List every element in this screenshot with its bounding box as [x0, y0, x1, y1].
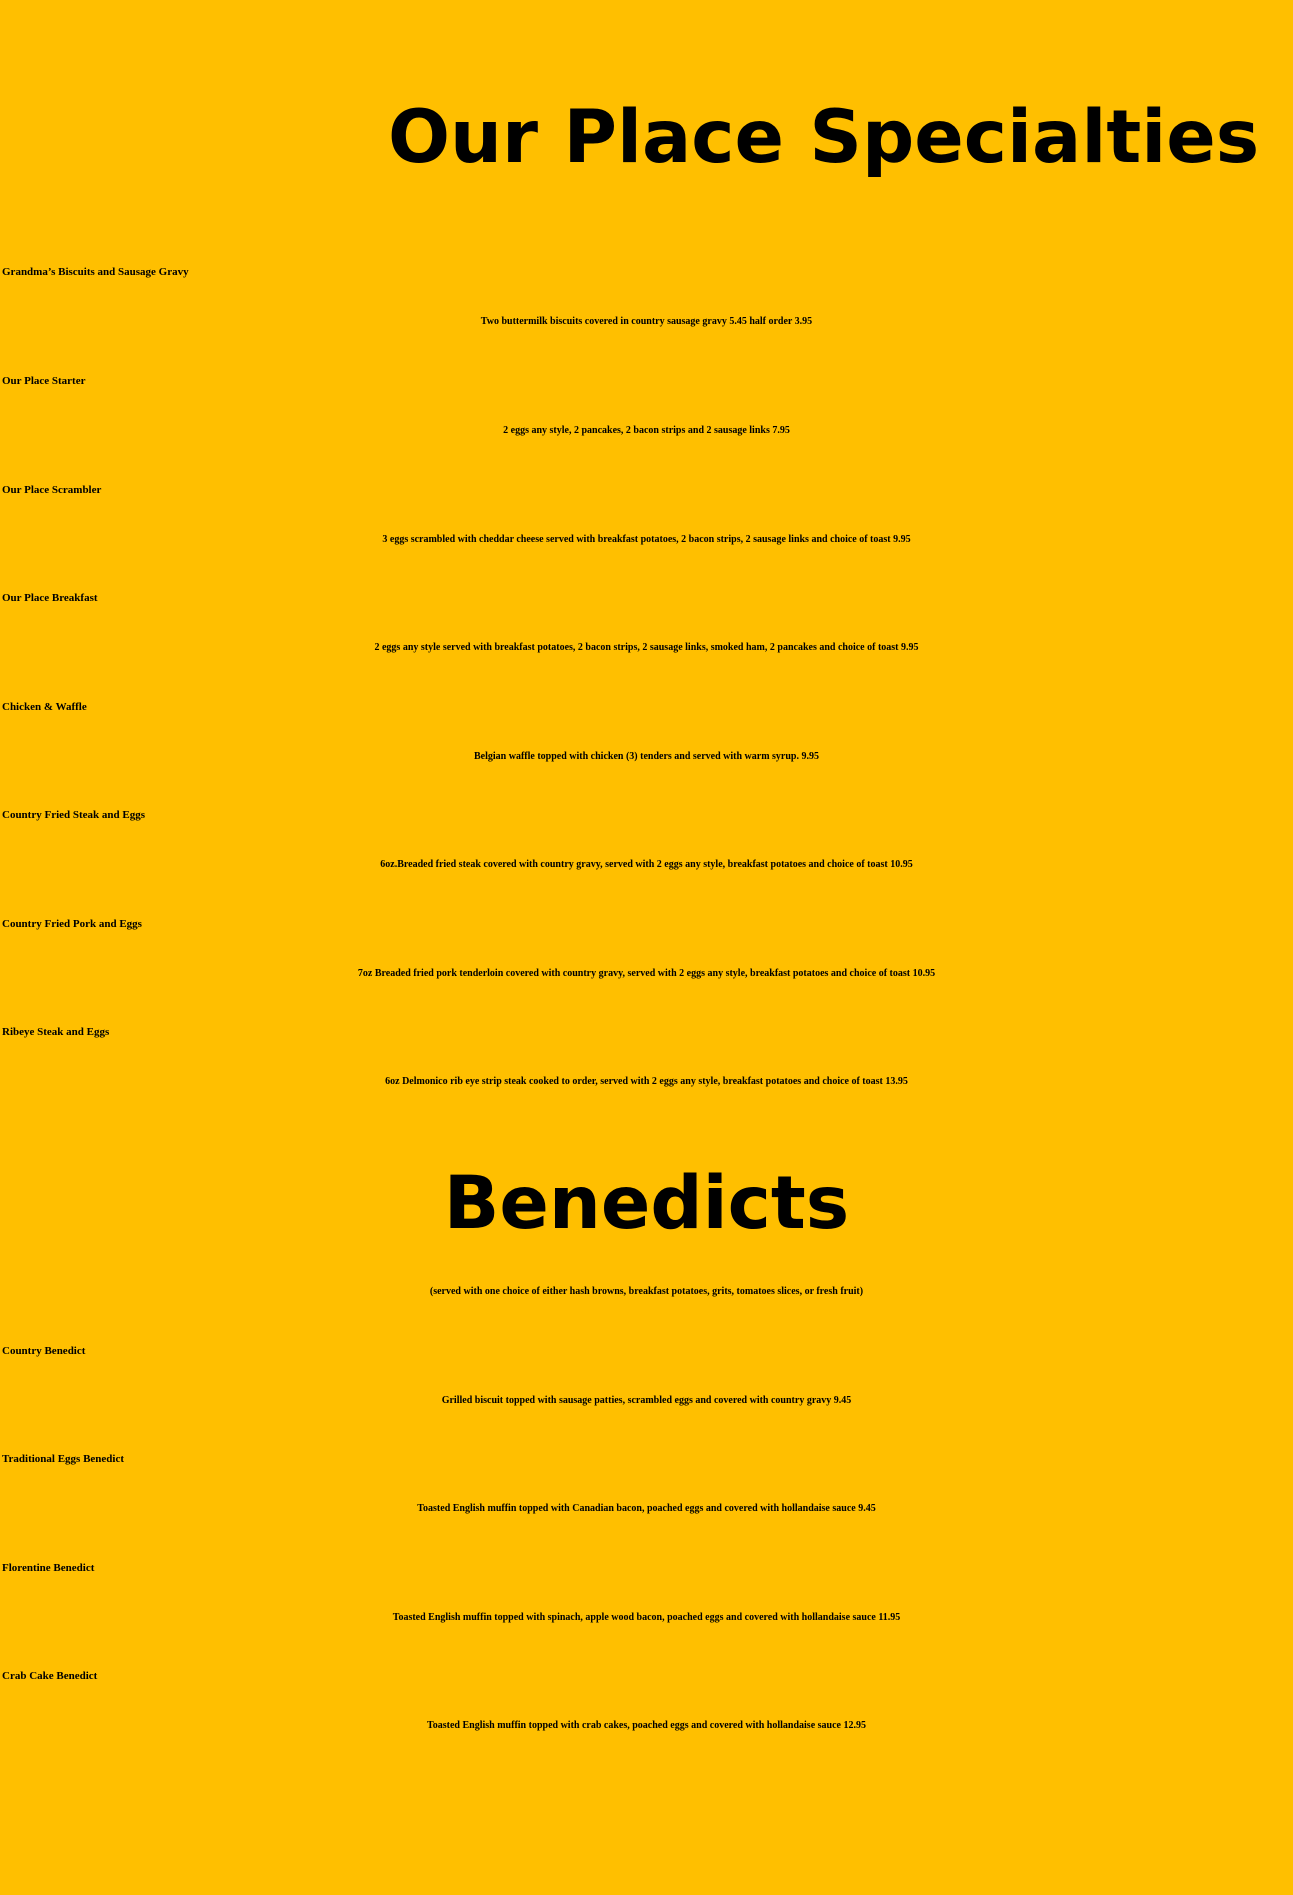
- menu-item: [2, 904, 1291, 988]
- menu-item-description: 3 eggs scrambled with cheddar cheese served with breakfast potatoes, 2 bacon strips, 2 sausage links and choice of toast 9.95: [382, 534, 911, 545]
- menu-item: [2, 1012, 1291, 1096]
- menu-item-description: Grilled biscuit topped with sausage patties, scrambled eggs and covered with country gravy 9.45: [441, 1395, 852, 1406]
- benedicts-title: Benedicts: [443, 1161, 850, 1246]
- menu-item-name: Crab Cake Benedict: [2, 1670, 98, 1682]
- menu-item-name: Chicken & Waffle: [2, 701, 87, 713]
- menu-page: [2, 0, 1291, 1895]
- menu-item-description: 2 eggs any style served with breakfast potatoes, 2 bacon strips, 2 sausage links, smoked ham, 2 pancakes and choice of toast 9.95: [374, 642, 919, 653]
- menu-item-name: Our Place Starter: [2, 375, 86, 387]
- menu-item-description: 6oz.Breaded fried steak covered with country gravy, served with 2 eggs any style, breakfast potatoes and choice of toast 10.95: [380, 859, 913, 870]
- menu-item-description: 6oz Delmonico rib eye strip steak cooked to order, served with 2 eggs any style, breakfast potatoes and choice of toast 13.95: [385, 1076, 908, 1087]
- menu-item-description: Toasted English muffin topped with spinach, apple wood bacon, poached eggs and covered with hollandaise sauce 11.95: [392, 1612, 901, 1623]
- menu-item: [2, 795, 1291, 879]
- menu-item: [2, 578, 1291, 662]
- menu-item-name: Grandma’s Biscuits and Sausage Gravy: [2, 266, 189, 278]
- menu-item-name: Our Place Breakfast: [2, 592, 98, 604]
- menu-item: [2, 361, 1291, 445]
- menu-item: [2, 1548, 1291, 1632]
- menu-item: [2, 470, 1291, 554]
- benedicts-side-note: (served with one choice of either hash browns, breakfast potatoes, grits, tomatoes slices, or fresh fruit): [429, 1286, 864, 1297]
- menu-item-name: Country Benedict: [2, 1345, 86, 1357]
- menu-item-description: 7oz Breaded fried pork tenderloin covered with country gravy, served with 2 eggs any style, breakfast potatoes and choice of toast 10.95: [357, 968, 936, 979]
- menu-item: [2, 1331, 1291, 1415]
- menu-item-description: 2 eggs any style, 2 pancakes, 2 bacon strips and 2 sausage links 7.95: [503, 425, 790, 436]
- specialties-title: Our Place Specialties: [388, 95, 1260, 180]
- menu-item-name: Ribeye Steak and Eggs: [2, 1026, 110, 1038]
- menu-item-name: Country Fried Steak and Eggs: [2, 809, 146, 821]
- menu-item-description: Two buttermilk biscuits covered in country sausage gravy 5.45 half order 3.95: [480, 316, 813, 327]
- menu-item-description: Toasted English muffin topped with crab cakes, poached eggs and covered with hollandaise sauce 12.95: [427, 1720, 866, 1731]
- menu-item-description: Toasted English muffin topped with Canadian bacon, poached eggs and covered with hollandaise sauce 9.45: [417, 1503, 876, 1514]
- menu-item: [2, 1439, 1291, 1523]
- menu-item: [2, 1656, 1291, 1740]
- menu-item: [2, 687, 1291, 771]
- menu-item-name: Our Place Scrambler: [2, 484, 102, 496]
- menu-item-description: Belgian waffle topped with chicken (3) tenders and served with warm syrup. 9.95: [474, 751, 819, 762]
- menu-item: [2, 252, 1291, 336]
- menu-item-name: Country Fried Pork and Eggs: [2, 918, 142, 930]
- menu-item-name: Florentine Benedict: [2, 1562, 95, 1574]
- menu-item-name: Traditional Eggs Benedict: [2, 1453, 125, 1465]
